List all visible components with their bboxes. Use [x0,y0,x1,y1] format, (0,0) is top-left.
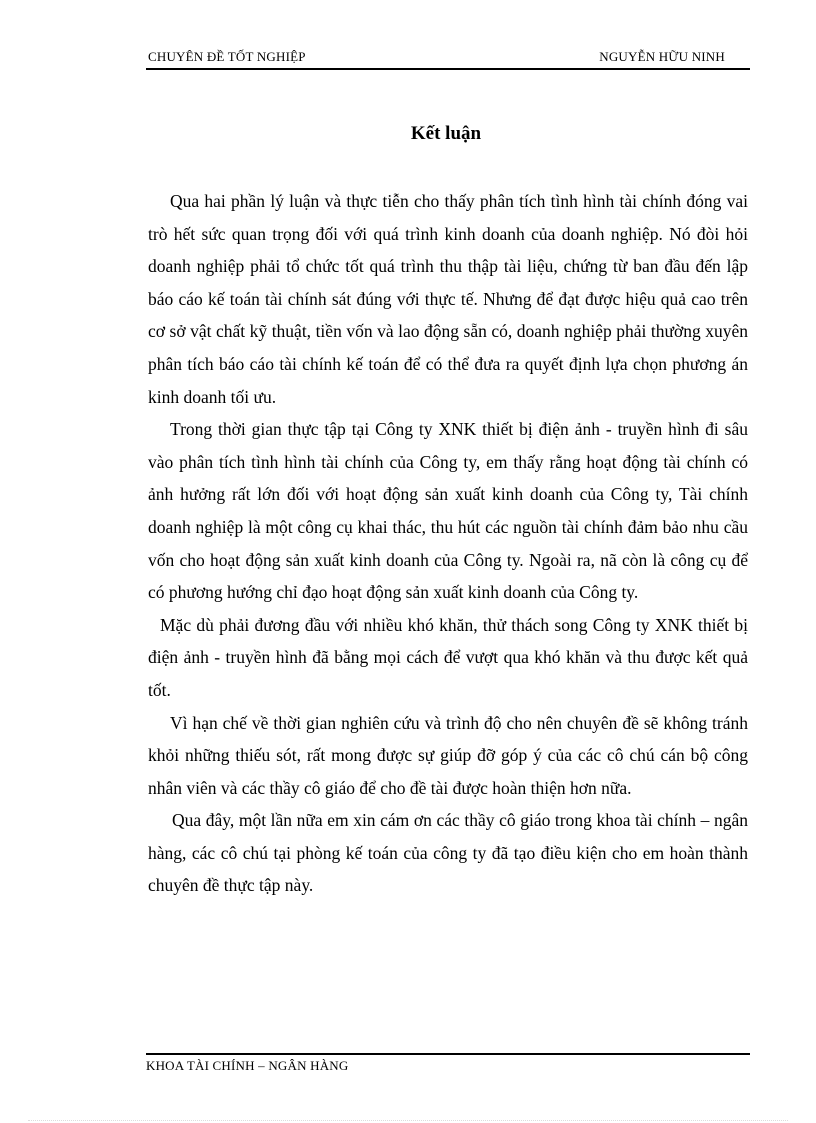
page-header [146,48,750,70]
page-title: Kết luận [410,123,482,144]
footer-text: KHOA TÀI CHÍNH – NGÂN HÀNG [146,1058,349,1073]
paragraph: Trong thời gian thực tập tại Công ty XNK thiết bị điện ảnh - truyền hình đi sâu vào phân tích tình hình tài chính của Công ty, em thấy rằng hoạt động tài chính có ảnh hưởng rất lớn đối với hoạt động sản xuất kinh doanh của Công ty, Tài chính doanh nghiệp là một công cụ khai thác, thu hút các nguồn tài chính đảm bảo nhu cầu vốn cho hoạt động sản xuất kinh doanh của Công ty. Ngoài ra, nã còn là công cụ để có phương hướng chỉ đạo hoạt động sản xuất kinh doanh của Công ty. [148,419,748,603]
paragraph: Mặc dù phải đương đầu với nhiều khó khăn, thử thách song Công ty XNK thiết bị điện ảnh - truyền hình đã bằng mọi cách để vượt qua khó khăn và thu được kết quả tốt. [148,614,748,700]
paragraph: Qua hai phần lý luận và thực tiễn cho thấy phân tích tình hình tài chính đóng vai trò hết sức quan trọng đối với quá trình kinh doanh của doanh nghiệp. Nó đòi hỏi doanh nghiệp phải tổ chức tốt quá trình thu thập tài liệu, chứng từ ban đầu đến lập báo cáo kế toán tài chính sát đúng với thực tế. Nhưng để đạt được hiệu quả cao trên cơ sở vật chất kỹ thuật, tiền vốn và lao động sẵn có, doanh nghiệp phải thường xuyên phân tích báo cáo tài chính kế toán để có thể đưa ra quyết định lựa chọn phương án kinh doanh tối ưu. [148,191,748,407]
paragraph: Vì hạn chế về thời gian nghiên cứu và trình độ cho nên chuyên đề sẽ không tránh khỏi những thiếu sót, rất mong được sự giúp đỡ góp ý của các cô chú cán bộ công nhân viên và các thầy cô giáo để cho đề tài được hoàn thiện hơn nữa. [148,712,748,798]
page-bottom-divider [28,1120,788,1121]
header-left-text: CHUYÊN ĐỀ TỐT NGHIỆP [148,49,306,64]
paragraph: Qua đây, một lần nữa em xin cám ơn các thầy cô giáo trong khoa tài chính – ngân hàng, các cô chú tại phòng kế toán của công ty đã tạo điều kiện cho em hoàn thành chuyên đề thực tập này. [148,810,748,896]
body-content [148,185,748,902]
page-footer [146,1053,750,1074]
header-right-text: NGUYỄN HỮU NINH [599,49,725,64]
